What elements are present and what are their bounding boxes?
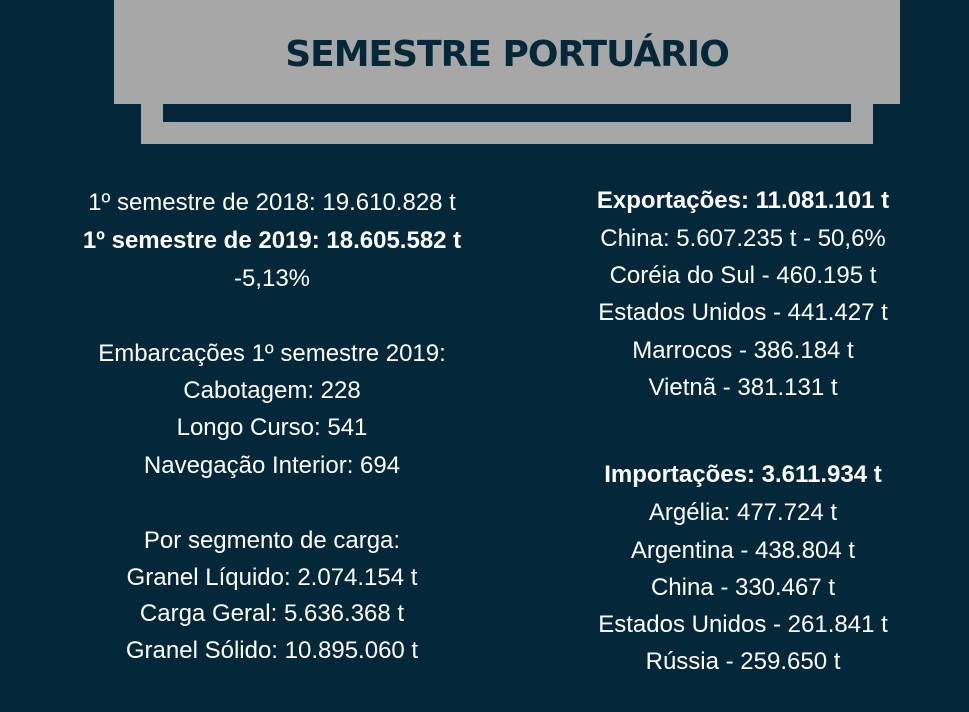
import-item: Argélia: 477.724 t [648, 499, 838, 526]
import-item: Estados Unidos - 261.841 t [598, 611, 888, 638]
import-item: Rússia - 259.650 t [645, 648, 841, 675]
variation-percent: -5,13% [233, 265, 311, 292]
vessel-item-longo-curso: Longo Curso: 541 [176, 414, 368, 441]
exports-heading: Exportações: 11.081.101 t [596, 187, 890, 214]
vessels-heading: Embarcações 1º semestre 2019: [98, 340, 446, 367]
segment-item-granel-liquido: Granel Líquido: 2.074.154 t [126, 564, 418, 591]
export-item: Marrocos - 386.184 t [632, 337, 854, 364]
vessel-item-navegacao-interior: Navegação Interior: 694 [143, 452, 401, 479]
trade-panel [514, 0, 969, 712]
export-item: Estados Unidos - 441.427 t [598, 299, 888, 326]
import-item: China - 330.467 t [650, 574, 836, 601]
page-title: SEMESTRE PORTUÁRIO [285, 33, 729, 75]
vessel-item-cabotagem: Cabotagem: 228 [183, 377, 361, 404]
export-item: China: 5.607.235 t - 50,6% [600, 225, 886, 252]
import-item: Argentina - 438.804 t [630, 537, 856, 564]
export-item: Coréia do Sul - 460.195 t [609, 262, 877, 289]
segment-item-granel-solido: Granel Sólido: 10.895.060 t [125, 637, 419, 664]
export-item: Vietnã - 381.131 t [648, 374, 838, 401]
segment-heading: Por segmento de carga: [143, 527, 401, 554]
imports-heading: Importações: 3.611.934 t [604, 461, 882, 488]
semester-2018-total: 1º semestre de 2018: 19.610.828 t [88, 189, 456, 216]
semester-2019-total: 1º semestre de 2019: 18.605.582 t [82, 227, 462, 254]
segment-item-carga-geral: Carga Geral: 5.636.368 t [139, 600, 405, 627]
